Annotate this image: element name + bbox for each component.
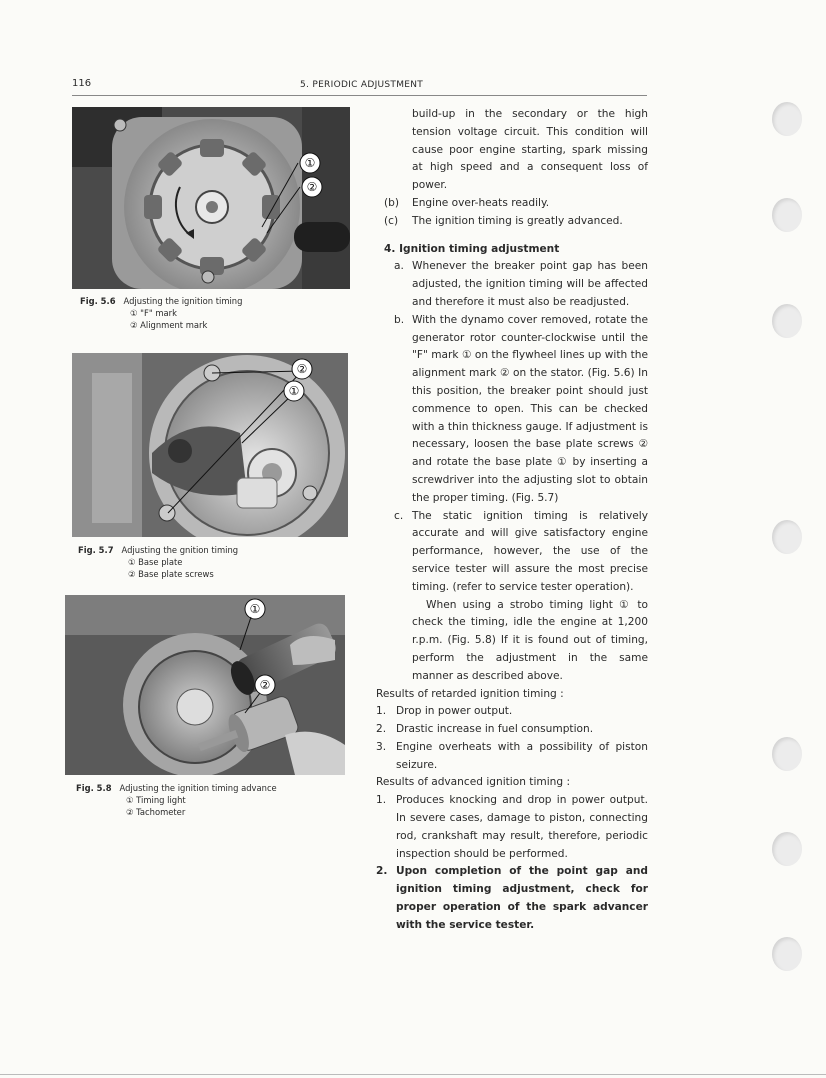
strobo-paragraph: When using a strobo timing light ① to check the timing, idle the engine at 1,200 r.p.m. (Fig. 5.8) If it is found out of timing, perform the adjustment in the same manner as described above.: [412, 598, 648, 682]
step-text: Whenever the breaker point gap has been adjusted, the ignition timing will be affected and therefore it must also be readjusted.: [412, 260, 648, 308]
item-label: (b): [384, 196, 399, 209]
item-label: 1.: [376, 705, 387, 718]
list-item: [376, 739, 648, 775]
figure-item: ① Base plate: [128, 557, 183, 567]
callout-1: ①: [304, 156, 316, 170]
step-text: With the dynamo cover removed, rotate the generator rotor counter-clockwise until the "F" mark ① on the flywheel lines up with the alignment mark ② on the stator. (Fig. 5.6) In this position, the breaker point should just commence to open. This can be checked with a thin thickness gauge. If adjustment is necessary, loosen the base plate screws ② and rotate the base plate ① by inserting a screwdriver into the adjusting slot to obtain the proper timing. (Fig. 5.7): [412, 313, 648, 504]
binder-hole: [772, 198, 802, 232]
callout-2: ②: [259, 678, 271, 692]
bottom-rule: [0, 1074, 826, 1075]
page-number: 116: [72, 78, 92, 89]
item-label: (c): [384, 214, 399, 227]
list-item: [376, 195, 648, 213]
item-text: Engine overheats with a possibility of piston seizure.: [396, 740, 648, 771]
item-text: The ignition timing is greatly advanced.: [412, 214, 623, 227]
figure-caption-5-6: [80, 295, 242, 331]
binder-hole: [772, 102, 802, 136]
section-heading: 4. Ignition timing adjustment: [384, 242, 560, 255]
figure-title: Adjusting the gnition timing: [121, 545, 239, 555]
figure-photo-5-6: [72, 107, 350, 289]
callout-2: ②: [306, 180, 318, 194]
callout-1: ①: [249, 602, 261, 616]
header-rule: [72, 95, 647, 96]
step-label: a.: [394, 260, 404, 273]
binder-hole: [772, 832, 802, 866]
figure-caption-5-8: [76, 782, 277, 818]
step-item: [376, 508, 648, 597]
item-label: 1.: [376, 794, 387, 807]
callout-1: ①: [288, 384, 300, 398]
body-text: [376, 106, 648, 935]
binder-hole: [772, 737, 802, 771]
item-text: Upon completion of the point gap and ignition timing adjustment, check for proper operation of the spark advancer with the service tester.: [396, 865, 648, 931]
list-item: [376, 863, 648, 934]
figure-photo-5-7: [72, 353, 348, 537]
step-label: c.: [394, 509, 404, 522]
continued-paragraph: build-up in the secondary or the high tension voltage circuit. This condition will cause poor engine starting, spark missing at high speed and a consequent loss of power.: [412, 108, 648, 192]
step-label: b.: [394, 313, 405, 326]
step-text: The static ignition timing is relatively accurate and will give satisfactory engine performance, however, the use of the service tester will assure the most precise timing. (refer to service tester operation).: [412, 509, 648, 593]
callout-2: ②: [296, 362, 308, 376]
item-label: 2.: [376, 723, 387, 736]
item-label: 2.: [376, 865, 388, 878]
step-item: [376, 258, 648, 311]
figure-label: Fig. 5.7: [78, 545, 114, 555]
figure-label: Fig. 5.8: [76, 783, 112, 793]
item-label: 3.: [376, 740, 387, 753]
list-item: [376, 721, 648, 739]
figure-item: ① Timing light: [126, 795, 186, 805]
figure-photo-5-8: [65, 595, 345, 775]
figure-title: Adjusting the ignition timing: [123, 296, 243, 306]
figure-item: ① "F" mark: [130, 308, 177, 318]
figure-item: ② Alignment mark: [130, 320, 208, 330]
binder-hole: [772, 304, 802, 338]
item-text: Produces knocking and drop in power output. In severe cases, damage to piston, connecting rod, crankshaft may result, therefore, periodic inspection should be performed.: [396, 794, 648, 860]
figure-label: Fig. 5.6: [80, 296, 116, 306]
list-item: [376, 213, 648, 231]
item-text: Drop in power output.: [396, 705, 513, 718]
retarded-heading: Results of retarded ignition timing :: [376, 687, 564, 700]
list-item: [376, 703, 648, 721]
section-title: 5. PERIODIC ADJUSTMENT: [300, 80, 424, 90]
step-item: [376, 312, 648, 508]
item-text: Engine over-heats readily.: [412, 196, 550, 209]
figure-item: ② Base plate screws: [128, 569, 214, 579]
figure-item: ② Tachometer: [126, 807, 186, 817]
binder-hole: [772, 520, 802, 554]
figure-title: Adjusting the ignition timing advance: [119, 783, 277, 793]
figure-caption-5-7: [78, 544, 238, 580]
item-text: Drastic increase in fuel consumption.: [396, 723, 594, 736]
advanced-heading: Results of advanced ignition timing :: [376, 776, 571, 789]
binder-hole: [772, 937, 802, 971]
list-item: [376, 792, 648, 863]
